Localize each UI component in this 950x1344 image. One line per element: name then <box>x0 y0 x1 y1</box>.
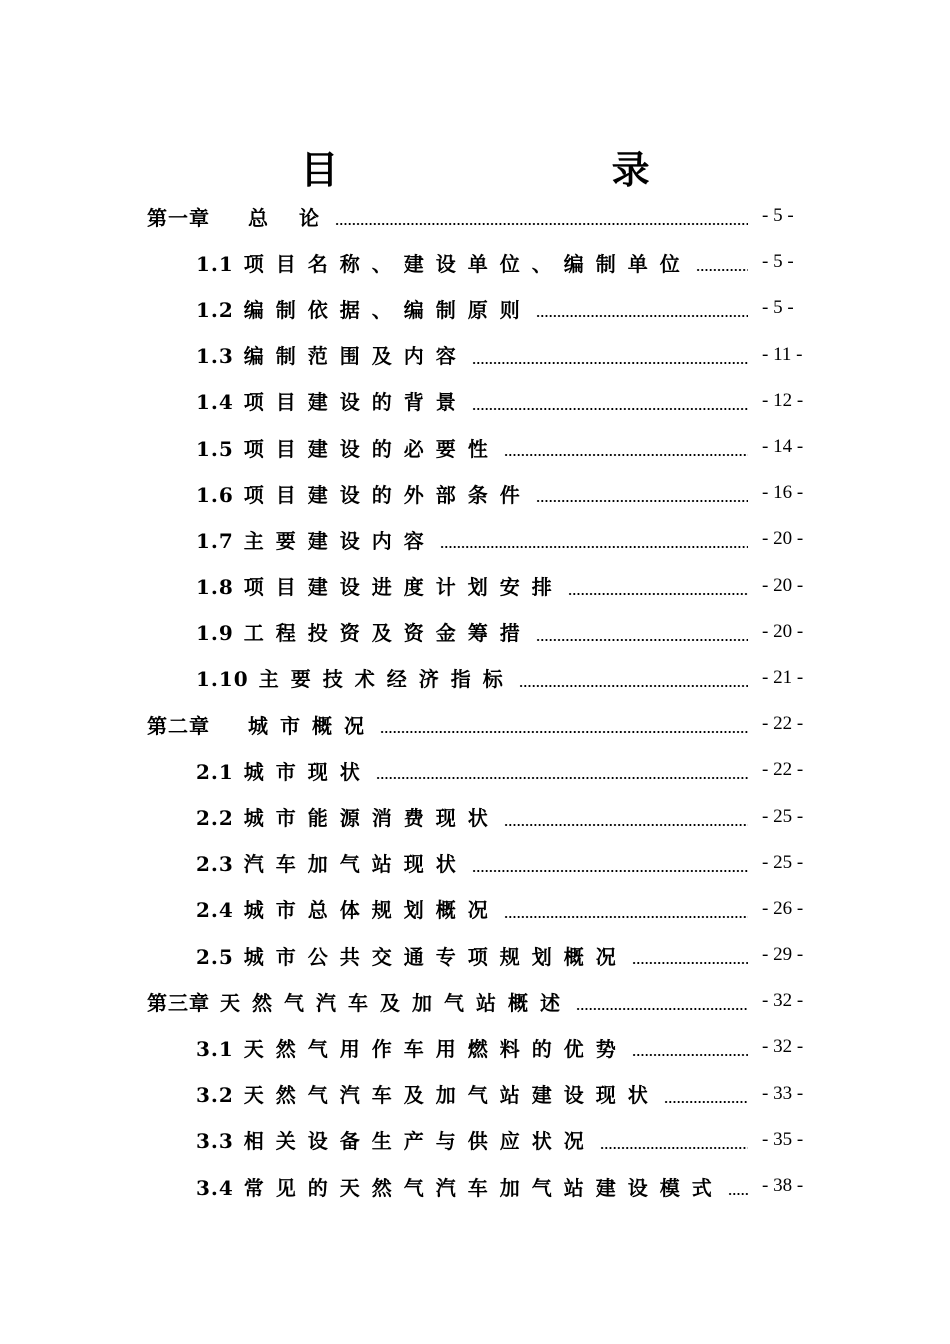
toc-entry-text: 编制范围及内容 <box>243 344 468 369</box>
toc-entry-number: 第一章 <box>147 205 210 230</box>
toc-entry-number: 1.5 <box>196 436 234 461</box>
toc-entry-number: 2.3 <box>196 852 234 877</box>
toc-entry-label <box>196 894 500 923</box>
dot-leader <box>504 916 748 918</box>
toc-entry-number: 2.2 <box>196 806 234 831</box>
toc-entry[interactable] <box>0 701 950 747</box>
toc-entry-text: 常见的天然气汽车加气站建设模式 <box>243 1175 724 1200</box>
toc-entry-page: - 29 - <box>762 944 804 966</box>
toc-entry-number: 1.1 <box>196 251 234 276</box>
toc-entry-page: - 38 - <box>762 1175 804 1197</box>
dot-leader <box>728 1193 748 1195</box>
toc-entry-page: - 25 - <box>762 805 804 827</box>
toc-entry[interactable] <box>0 193 950 239</box>
dot-leader <box>472 362 748 364</box>
dot-leader <box>632 962 748 964</box>
toc-entry-number: 1.9 <box>196 621 234 646</box>
toc-entry-page: - 5 - <box>762 205 794 227</box>
table-of-contents <box>0 193 950 1209</box>
toc-entry-text: 项目建设的必要性 <box>243 436 500 461</box>
toc-entry-text: 天然气汽车及加气站建设现状 <box>243 1083 660 1108</box>
toc-entry[interactable] <box>0 378 950 424</box>
toc-entry-label <box>196 248 692 277</box>
toc-entry-label <box>147 987 572 1016</box>
toc-entry-label <box>147 710 376 739</box>
dot-leader <box>380 731 748 733</box>
dot-leader <box>664 1101 748 1103</box>
toc-entry-text: 天然气用作车用燃料的优势 <box>243 1036 628 1061</box>
toc-entry-number: 3.2 <box>196 1083 234 1108</box>
dot-leader <box>536 315 748 317</box>
dot-leader <box>632 1054 748 1056</box>
toc-entry-label <box>196 1125 596 1154</box>
toc-entry[interactable] <box>0 655 950 701</box>
toc-entry-number: 1.8 <box>196 575 234 600</box>
toc-entry-label <box>196 756 372 785</box>
toc-entry-number: 3.3 <box>196 1129 234 1154</box>
toc-entry-text: 城市概况 <box>248 713 376 738</box>
toc-entry-label <box>196 802 500 831</box>
toc-entry[interactable] <box>0 747 950 793</box>
toc-entry-label <box>196 340 468 369</box>
toc-entry-number: 1.10 <box>196 667 249 692</box>
toc-entry-page: - 21 - <box>762 666 804 688</box>
toc-entry-text: 主要建设内容 <box>243 528 436 553</box>
toc-entry-text: 项目建设的外部条件 <box>243 482 532 507</box>
toc-entry-number: 第三章 <box>147 990 210 1015</box>
toc-entry[interactable] <box>0 840 950 886</box>
dot-leader <box>504 454 748 456</box>
toc-entry-label <box>196 525 436 554</box>
toc-entry-text: 相关设备生产与供应状况 <box>243 1129 596 1154</box>
toc-entry-label <box>196 1033 628 1062</box>
toc-entry-number: 2.4 <box>196 898 234 923</box>
toc-entry-label <box>196 617 532 646</box>
toc-entry[interactable] <box>0 1071 950 1117</box>
toc-entry-page: - 33 - <box>762 1082 804 1104</box>
toc-entry-page: - 5 - <box>762 297 794 319</box>
toc-entry-number: 3.4 <box>196 1175 234 1200</box>
toc-entry[interactable] <box>0 1163 950 1209</box>
dot-leader <box>376 777 748 779</box>
toc-entry[interactable] <box>0 609 950 655</box>
toc-entry-label <box>196 294 532 323</box>
toc-entry-label <box>196 386 468 415</box>
toc-entry-number: 1.6 <box>196 482 234 507</box>
toc-entry[interactable] <box>0 516 950 562</box>
toc-entry[interactable] <box>0 886 950 932</box>
toc-entry-number: 2.5 <box>196 944 234 969</box>
dot-leader <box>696 269 748 271</box>
dot-leader <box>440 546 748 548</box>
toc-entry-text: 工程投资及资金筹措 <box>243 621 532 646</box>
toc-entry-label <box>196 433 500 462</box>
toc-entry-label <box>196 1079 660 1108</box>
toc-entry-label <box>196 571 564 600</box>
toc-entry-page: - 32 - <box>762 1036 804 1058</box>
dot-leader <box>504 824 748 826</box>
toc-entry-text: 天然气汽车及加气站概述 <box>220 990 572 1015</box>
toc-entry-label <box>196 479 532 508</box>
dot-leader <box>568 593 748 595</box>
toc-entry-label <box>147 202 331 231</box>
toc-entry-page: - 20 - <box>762 574 804 596</box>
toc-entry-page: - 11 - <box>762 343 803 365</box>
dot-leader <box>536 500 748 502</box>
toc-entry-page: - 12 - <box>762 389 804 411</box>
toc-entry-label <box>196 848 468 877</box>
toc-entry-label <box>196 663 515 692</box>
toc-entry-text: 汽车加气站现状 <box>243 852 468 877</box>
toc-entry[interactable] <box>0 978 950 1024</box>
toc-entry-text: 城市能源消费现状 <box>243 806 500 831</box>
toc-entry-number: 第二章 <box>147 713 210 738</box>
toc-entry-text: 项目建设进度计划安排 <box>243 575 564 600</box>
toc-entry-text: 城市公共交通专项规划概况 <box>243 944 628 969</box>
toc-entry-text: 总 论 <box>248 205 331 230</box>
toc-entry-text: 城市总体规划概况 <box>243 898 500 923</box>
toc-entry-number: 1.7 <box>196 528 234 553</box>
toc-entry-page: - 26 - <box>762 897 804 919</box>
dot-leader <box>519 685 748 687</box>
toc-title: 目 录 <box>300 147 780 192</box>
toc-entry-page: - 22 - <box>762 759 804 781</box>
toc-entry-number: 1.4 <box>196 390 234 415</box>
toc-entry[interactable] <box>0 793 950 839</box>
toc-entry-page: - 20 - <box>762 528 804 550</box>
toc-entry[interactable] <box>0 332 950 378</box>
toc-entry[interactable] <box>0 285 950 331</box>
toc-entry-page: - 16 - <box>762 482 804 504</box>
toc-entry[interactable] <box>0 932 950 978</box>
dot-leader <box>335 223 748 225</box>
toc-entry-text: 城市现状 <box>243 759 372 784</box>
toc-entry-label <box>196 941 628 970</box>
toc-entry-label <box>196 1172 724 1201</box>
dot-leader <box>472 408 748 410</box>
toc-entry-page: - 20 - <box>762 620 804 642</box>
dot-leader <box>472 870 748 872</box>
toc-entry[interactable] <box>0 424 950 470</box>
toc-entry[interactable] <box>0 563 950 609</box>
dot-leader <box>536 639 748 641</box>
toc-entry-text: 编制依据、编制原则 <box>243 297 532 322</box>
toc-entry[interactable] <box>0 239 950 285</box>
dot-leader <box>576 1008 748 1010</box>
toc-entry-page: - 14 - <box>762 436 804 458</box>
dot-leader <box>600 1147 748 1149</box>
toc-entry-page: - 35 - <box>762 1128 804 1150</box>
toc-entry[interactable] <box>0 1024 950 1070</box>
toc-entry-page: - 25 - <box>762 851 804 873</box>
toc-entry-page: - 5 - <box>762 251 794 273</box>
toc-entry[interactable] <box>0 1117 950 1163</box>
toc-entry[interactable] <box>0 470 950 516</box>
toc-entry-text: 主要技术经济指标 <box>258 667 515 692</box>
toc-entry-page: - 32 - <box>762 990 804 1012</box>
toc-entry-text: 项目建设的背景 <box>243 390 468 415</box>
toc-entry-number: 1.3 <box>196 344 234 369</box>
toc-entry-text: 项目名称、建设单位、编制单位 <box>243 251 692 276</box>
toc-entry-page: - 22 - <box>762 713 804 735</box>
toc-entry-number: 1.2 <box>196 297 234 322</box>
toc-entry-number: 3.1 <box>196 1036 234 1061</box>
toc-entry-number: 2.1 <box>196 759 234 784</box>
